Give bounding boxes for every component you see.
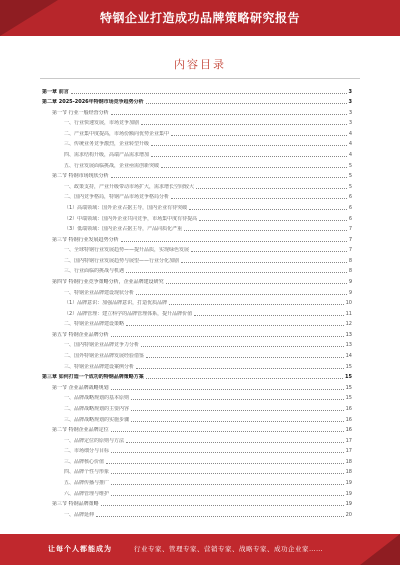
toc-entry[interactable]: [42, 274, 352, 285]
toc-dot-leader: [184, 230, 347, 231]
toc-entry[interactable]: [42, 370, 352, 381]
toc-entry[interactable]: [42, 232, 352, 243]
toc-entry[interactable]: [42, 348, 352, 359]
toc-dot-leader: [199, 220, 347, 221]
toc-entry[interactable]: [42, 137, 352, 148]
toc-entry-title: 一、特钢企业品牌建设现状分析: [64, 289, 135, 296]
toc-entry-title: 一、品牌延伸: [64, 511, 95, 518]
toc-entry-page: 7: [348, 236, 352, 243]
toc-dot-leader: [151, 145, 347, 146]
toc-entry[interactable]: [42, 317, 352, 328]
toc-entry-page: 3: [348, 109, 352, 116]
toc-dot-leader: [126, 325, 344, 326]
toc-dot-leader: [136, 368, 344, 369]
toc-entry-page: 16: [345, 427, 352, 434]
toc-entry-page: 19: [345, 479, 352, 486]
toc-dot-leader: [131, 421, 344, 422]
toc-entry-title: 一、行业快速发展，市场竞争加剧: [64, 120, 140, 127]
toc-dot-leader: [111, 495, 344, 496]
toc-entry-title: 四、品牌个性与形象: [64, 469, 110, 476]
toc-entry-title: 二、国内特钢行业发展趋势与展望——行业分化加剧: [64, 257, 180, 264]
toc-entry-title: 一、政策支持，产业升级带动市场扩大，需求增长空间较大: [64, 183, 195, 190]
toc-entry-title: （1）品牌意识：加强品牌意识，打造优质品牌: [64, 300, 168, 307]
toc-entry-title: 一、品牌战略规划的基本原则: [64, 395, 130, 402]
toc-entry-page: 19: [345, 501, 352, 508]
toc-dot-leader: [189, 209, 347, 210]
toc-entry-page: 5: [348, 183, 352, 190]
toc-entry-page: 18: [345, 458, 352, 465]
toc-entry[interactable]: [42, 497, 352, 508]
toc-entry-title: 二、品牌战略规划的主要内容: [64, 405, 130, 412]
toc-entry-title: 三、行业面临的挑战与机遇: [64, 268, 125, 275]
toc-dot-leader: [146, 357, 344, 358]
toc-dot-leader: [146, 103, 347, 104]
toc-entry[interactable]: [42, 359, 352, 370]
toc-heading: 内容目录: [174, 58, 226, 71]
footer-slogan-left: 让每个人都能成为: [48, 545, 112, 553]
toc-entry-title: 二、国内竞争格局，特钢产品市场竞争格局分析: [64, 194, 170, 201]
toc-entry[interactable]: [42, 105, 352, 116]
toc-dot-leader: [131, 410, 344, 411]
toc-entry[interactable]: [42, 486, 352, 497]
toc-entry-title: 二、产业集中度提高，市场份额向优势企业集中: [64, 130, 170, 137]
toc-entry-page: 20: [345, 511, 352, 518]
toc-entry[interactable]: [42, 338, 352, 349]
toc-entry-page: 6: [348, 194, 352, 201]
toc-entry-page: 4: [348, 130, 352, 137]
toc-entry[interactable]: [42, 211, 352, 222]
toc-entry-title: 一、全球特钢行业发展趋势——提升品质，实现绿色发展: [64, 247, 190, 254]
toc-entry[interactable]: [42, 222, 352, 233]
toc-entry-page: 9: [348, 278, 352, 285]
toc-entry-title: （2）品牌管理：建立科学的品牌管理体系，提升品牌价值: [64, 310, 193, 317]
toc-entry-title: （2）中端领域：国内外企业共同竞争，市场集中度有待提高: [64, 215, 198, 222]
toc-dot-leader: [106, 463, 344, 464]
toc-entry[interactable]: [42, 380, 352, 391]
toc-entry-title: 三、品牌核心价值: [64, 458, 105, 465]
toc-entry-title: 三、品牌战略规划的实施步骤: [64, 416, 130, 423]
toc-entry-page: 14: [345, 353, 352, 360]
toc-entry[interactable]: [42, 243, 352, 254]
toc-entry[interactable]: [42, 190, 352, 201]
toc-entry[interactable]: [42, 116, 352, 127]
toc-entry[interactable]: [42, 95, 352, 106]
toc-entry[interactable]: [42, 126, 352, 137]
toc-entry[interactable]: [42, 433, 352, 444]
toc-entry-title: 第一节 行业一般经营分析: [52, 109, 109, 116]
toc-entry-title: 六、品牌管理与维护: [64, 490, 110, 497]
toc-dot-leader: [191, 251, 347, 252]
toc-entry-page: 16: [345, 416, 352, 423]
toc-entry-title: 五、行业发展面临挑战，企业亟需创新突破: [64, 162, 160, 169]
toc-entry-page: 8: [348, 268, 352, 275]
toc-entry-page: 5: [348, 173, 352, 180]
footer-corner-decoration: [360, 534, 400, 565]
toc-dot-leader: [146, 378, 343, 379]
toc-entry-page: 15: [345, 374, 352, 381]
toc-entry-page: 15: [345, 384, 352, 391]
toc-entry-page: 3: [348, 88, 352, 95]
toc-entry-title: 第一节 企业品牌战略规划: [52, 384, 109, 391]
toc-dot-leader: [121, 241, 347, 242]
toc-dot-leader: [126, 272, 347, 273]
toc-entry-title: 三、特钢企业品牌建设案例分析: [64, 363, 135, 370]
report-header-bar: [0, 0, 400, 36]
toc-entry-page: 19: [345, 490, 352, 497]
toc-entry[interactable]: [42, 84, 352, 95]
toc-entry-title: 第二章 2025-2026年特钢市场竞争趋势分析: [42, 99, 144, 106]
toc-dot-leader: [111, 336, 344, 337]
toc-entry-page: 15: [345, 395, 352, 402]
toc-entry[interactable]: [42, 296, 352, 307]
toc-dot-leader: [166, 283, 347, 284]
toc-dot-leader: [111, 389, 344, 390]
toc-entry-page: 12: [345, 321, 352, 328]
toc-entry[interactable]: [42, 327, 352, 338]
toc-entry-page: 13: [345, 342, 352, 349]
toc-entry-title: 一、品牌定位的原则与方法: [64, 437, 125, 444]
toc-dot-leader: [141, 346, 344, 347]
toc-entry-title: 三、传统业务竞争激烈，企业转型升级: [64, 141, 150, 148]
toc-entry-page: 18: [345, 469, 352, 476]
toc-dot-leader: [171, 198, 347, 199]
table-of-contents: [42, 84, 352, 518]
toc-dot-leader: [181, 262, 347, 263]
toc-entry-title: 第四节 特钢行业竞争策略分析，企业品牌建设研究: [52, 278, 164, 285]
toc-entry[interactable]: [42, 306, 352, 317]
toc-entry-page: 4: [348, 141, 352, 148]
toc-dot-leader: [111, 177, 347, 178]
toc-entry[interactable]: [42, 507, 352, 518]
toc-dot-leader: [111, 431, 344, 432]
toc-entry-title: 第一章 前言: [42, 88, 69, 95]
toc-entry-title: 第三节 特钢品牌策略: [52, 501, 99, 508]
toc-entry[interactable]: [42, 179, 352, 190]
toc-entry[interactable]: [42, 412, 352, 423]
footer-slogan-right: 行业专家、管理专家、营销专家、战略专家、成功企业家……: [134, 545, 323, 553]
toc-entry-page: 13: [345, 331, 352, 338]
toc-entry[interactable]: [42, 285, 352, 296]
toc-entry-page: 15: [345, 363, 352, 370]
toc-entry-page: 17: [345, 448, 352, 455]
toc-entry-title: 第五节 特钢企业品牌分析: [52, 331, 109, 338]
toc-entry-title: 五、品牌传播与推广: [64, 479, 110, 486]
toc-dot-leader: [141, 124, 347, 125]
toc-entry-page: 4: [348, 152, 352, 159]
toc-entry-page: 9: [348, 289, 352, 296]
toc-dot-leader: [161, 167, 347, 168]
toc-dot-leader: [131, 399, 344, 400]
toc-entry[interactable]: [42, 200, 352, 211]
toc-entry[interactable]: [42, 169, 352, 180]
toc-dot-leader: [111, 114, 347, 115]
footer-bar: [0, 534, 400, 565]
toc-entry-title: 一、国内特钢企业品牌竞争力分析: [64, 342, 140, 349]
toc-dot-leader: [111, 452, 344, 453]
toc-dot-leader: [151, 156, 347, 157]
toc-entry-title: 二、特钢企业品牌建设策略: [64, 321, 125, 328]
toc-dot-leader: [96, 516, 344, 517]
toc-entry-page: 7: [348, 226, 352, 233]
toc-dot-leader: [111, 484, 344, 485]
toc-entry[interactable]: [42, 391, 352, 402]
toc-entry[interactable]: [42, 253, 352, 264]
toc-entry-page: 5: [348, 162, 352, 169]
toc-entry-title: 第三节 特钢行业发展趋势分析: [52, 236, 119, 243]
toc-entry[interactable]: [42, 264, 352, 275]
toc-entry-title: （3）低端领域：国内企业占据主导，产品同质化严重: [64, 226, 183, 233]
toc-entry[interactable]: [42, 147, 352, 158]
toc-entry-page: 7: [348, 247, 352, 254]
toc-entry-page: 16: [345, 405, 352, 412]
toc-entry[interactable]: [42, 465, 352, 476]
toc-entry[interactable]: [42, 475, 352, 486]
toc-entry-page: 6: [348, 215, 352, 222]
toc-dot-leader: [169, 304, 343, 305]
toc-entry-page: 17: [345, 437, 352, 444]
toc-entry-page: 6: [348, 204, 352, 211]
toc-entry-page: 8: [348, 257, 352, 264]
toc-divider: [40, 78, 360, 79]
toc-entry[interactable]: [42, 423, 352, 434]
toc-entry[interactable]: [42, 454, 352, 465]
toc-entry-page: 3: [348, 120, 352, 127]
toc-entry-title: 第二节 特钢市场现状分析: [52, 173, 109, 180]
toc-entry[interactable]: [42, 401, 352, 412]
toc-entry-title: 二、市场细分与目标: [64, 448, 110, 455]
toc-entry-page: 10: [345, 300, 352, 307]
toc-entry[interactable]: [42, 158, 352, 169]
toc-entry-title: 第二节 特钢企业品牌定位: [52, 427, 109, 434]
toc-dot-leader: [101, 505, 344, 506]
toc-dot-leader: [194, 315, 343, 316]
toc-entry-page: 3: [348, 99, 352, 106]
toc-dot-leader: [136, 294, 347, 295]
toc-entry-title: （1）高端领域：国外企业占据主导，国内企业有待突破: [64, 204, 188, 211]
toc-dot-leader: [126, 442, 344, 443]
toc-entry[interactable]: [42, 444, 352, 455]
toc-dot-leader: [196, 188, 347, 189]
toc-entry-title: 第三章 如何打造一个成功的特钢品牌策略方案: [42, 374, 144, 381]
toc-dot-leader: [171, 135, 347, 136]
report-title: 特钢企业打造成功品牌策略研究报告: [99, 11, 300, 25]
toc-dot-leader: [71, 93, 347, 94]
toc-entry-page: 11: [345, 310, 352, 317]
toc-entry-title: 二、国外特钢企业品牌发展经验借鉴: [64, 353, 145, 360]
toc-dot-leader: [111, 473, 344, 474]
toc-entry-title: 四、需求结构升级，高端产品需求增加: [64, 152, 150, 159]
